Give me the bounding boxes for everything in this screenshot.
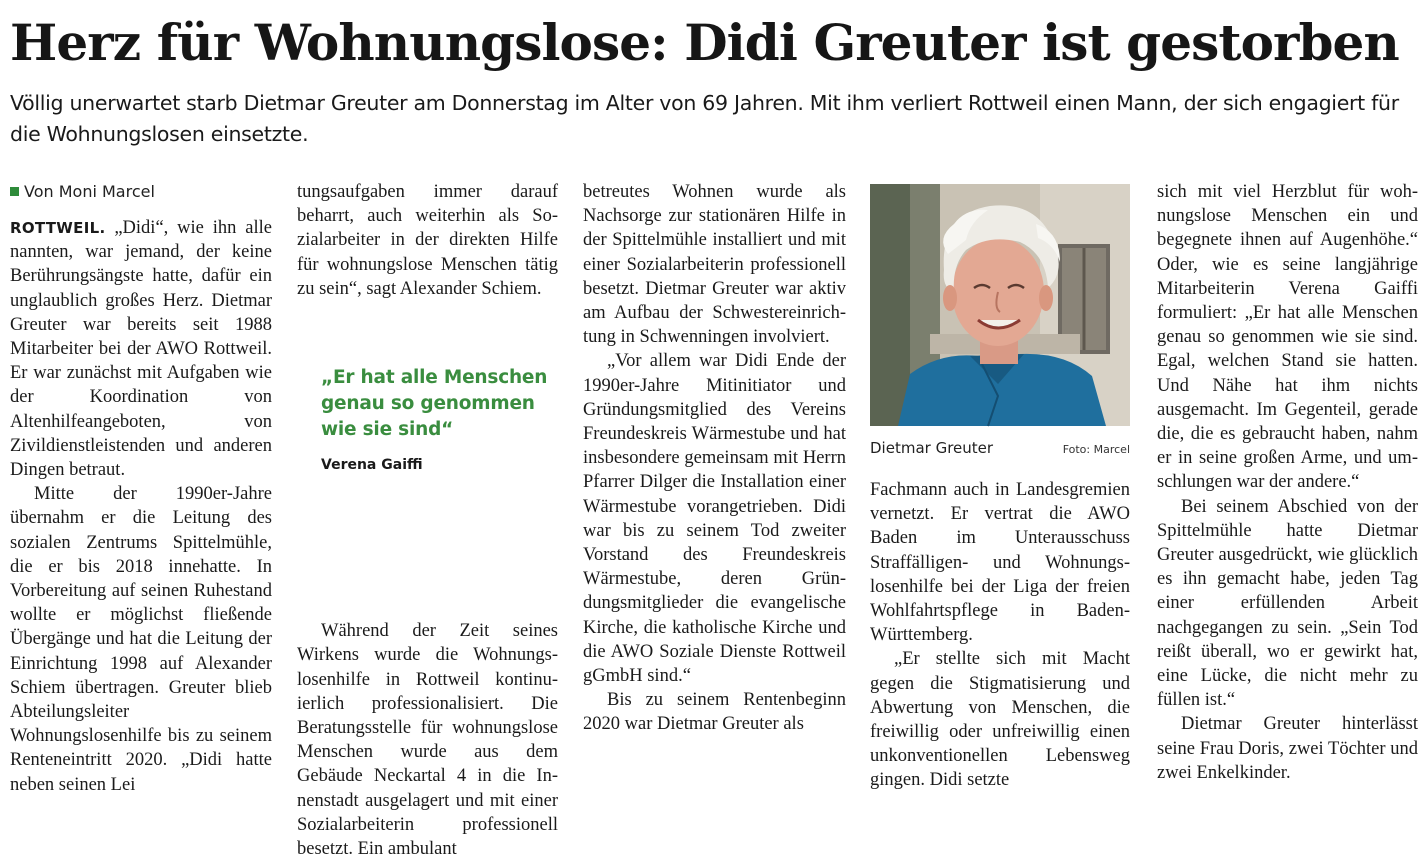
portrait-photo bbox=[870, 184, 1130, 426]
byline-text: Von Moni Marcel bbox=[24, 182, 155, 201]
paragraph: Dietmar Greuter hinterlässt seine Frau Doris, zwei Töchter und zwei Enkelkinder. bbox=[1157, 714, 1418, 783]
paragraph: „Er stellte sich mit Macht gegen die Stigmatisierung und Abwertung von Menschen, die freiwillig oder unfreiwillig einen unkonventionellen Lebensweg gingen. Didi setzte bbox=[870, 649, 1130, 791]
photo-caption bbox=[870, 438, 1132, 458]
dateline: ROTTWEIL. bbox=[10, 219, 106, 237]
paragraph: Mitte der 1990er-Jahre übernahm er die Leitung des sozialen Zentrums Spittelmühle, die er bis 2018 innehatte. In Vorbereitung auf seinen Ruhestand wollte er möglichst fließende Übergänge und hat die Leitung der Einrichtung 1998 auf Alexander Schiem übertragen. Greuter blieb Abteilungsleiter Wohnungslosenhilfe bis zu seinem Renteneintritt 2020. „Didi hatte neben seinen Lei bbox=[10, 484, 272, 795]
headline: Herz für Wohnungslose: Didi Greuter ist gestorben bbox=[10, 13, 1399, 72]
paragraph: Bei seinem Abschied von der Spittelmühle hatte Dietmar Greuter ausgedrückt, wie glücklich es ihn gemacht habe, jeden Tag einer erfüllenden Arbeit nachgegangen zu sein. „Sein Tod reißt überall, wo er gewirkt hat, eine Lücke, die nicht mehr zu füllen ist.“ bbox=[1157, 496, 1418, 711]
article-column-3 bbox=[583, 180, 846, 800]
article-column-2 bbox=[297, 180, 558, 860]
byline bbox=[10, 180, 272, 204]
paragraph: sich mit viel Herzblut für wohnungslose Menschen ein und begegnete ihnen auf Augenhöhe.“ Oder, wie es seine langjährige Mitarbeiterin Verena Gaiffi formuliert: „Er hat alle Menschen genau so genommen wie sie sind. Egal, welchen Stand sie hatten. Und Nähe hat ihm nichts ausgemacht. Im Gegenteil, gerade die, die es gebraucht haben, nahm er in seine großen Arme, und umschlungen war der andere.“ bbox=[1157, 182, 1418, 493]
photo-credit: Foto: Marcel bbox=[1062, 443, 1130, 456]
subheadline: Völlig unerwartet starb Dietmar Greuter am Donnerstag im Alter von 69 Jahren. Mit ihm verliert Rottweil einen Mann, der sich engagiert für die Wohnungslosen einsetzte. bbox=[10, 91, 1399, 146]
paragraph: tungsaufgaben immer darauf beharrt, auch weiterhin als Sozialarbeiter in der direkten Hilfe für wohnungslose Menschen tätig zu sein“, sagt Alexander Schiem. bbox=[297, 182, 558, 299]
article-column-5 bbox=[1157, 180, 1418, 800]
caption-text: Dietmar Greuter bbox=[870, 439, 994, 457]
pull-quote bbox=[321, 365, 558, 477]
paragraph: Bis zu seinem Rentenbeginn 2020 war Dietmar Greuter als bbox=[583, 690, 846, 735]
paragraph: Während der Zeit seines Wirkens wurde die Wohnungslosenhilfe in Rottweil kontinuierlich professionalisiert. Die Beratungsstelle für wohnungslose Menschen wurde aus dem Gebäude Neckartal 4 in die Innenstadt ausgelagert und mit einer Sozialarbeiterin professionell besetzt. Ein ambulant bbox=[297, 621, 558, 860]
paragraph: betreutes Wohnen wurde als Nachsorge zur stationären Hilfe in der Spittelmühle installiert und mit einer Sozialarbeiterin professionell besetzt. Dietmar Greuter war aktiv am Aufbau der Schwestereinrichtung in Schwenningen involviert. bbox=[583, 182, 846, 348]
byline-square-icon bbox=[10, 187, 19, 196]
paragraph bbox=[10, 216, 272, 482]
paragraph-text: „Didi“, wie ihn alle nannten, war jemand, der keine Berührungsängste hatte, dafür ein unglaublich großes Herz. Dietmar Greuter war bereits seit 1988 Mitarbeiter bei der AWO Rottweil. Er war zunächst mit Aufgaben wie der Koordination von Altenhilfeangeboten, von Zivildienstleistenden und anderen Dingen betraut. bbox=[10, 218, 272, 481]
pull-quote-spacer bbox=[297, 477, 558, 619]
portrait-illustration bbox=[870, 184, 1130, 426]
article-column-4 bbox=[870, 478, 1130, 800]
paragraph: Fachmann auch in Landesgremien vernetzt. Er vertrat die AWO Baden im Unterausschuss Straffälligen- und Wohnungslosenhilfe bei der Liga der freien Wohlfahrtspflege in Baden-Württemberg. bbox=[870, 480, 1130, 646]
pull-quote-author: Verena Gaiffi bbox=[321, 457, 423, 474]
paragraph: „Vor allem war Didi Ende der 1990er-Jahre Mitinitiator und Gründungsmitglied des Vereins Freundeskreis Wärmestube und hat insbesondere gemeinsam mit Herrn Pfarrer Dilger die Installation einer Wärmestube vorangetrieben. Didi war bis zu seinem Tod zweiter Vorstand des Freundeskreis Wärmestube, deren Gründungsmitglieder die evangelische Kirche, die katholische Kirche und die AWO Soziale Dienste Rottweil gGmbH sind.“ bbox=[583, 351, 846, 687]
article-column-1 bbox=[10, 180, 272, 800]
pull-quote-text: „Er hat alle Menschen genau so genommen wie sie sind“ bbox=[321, 367, 548, 441]
